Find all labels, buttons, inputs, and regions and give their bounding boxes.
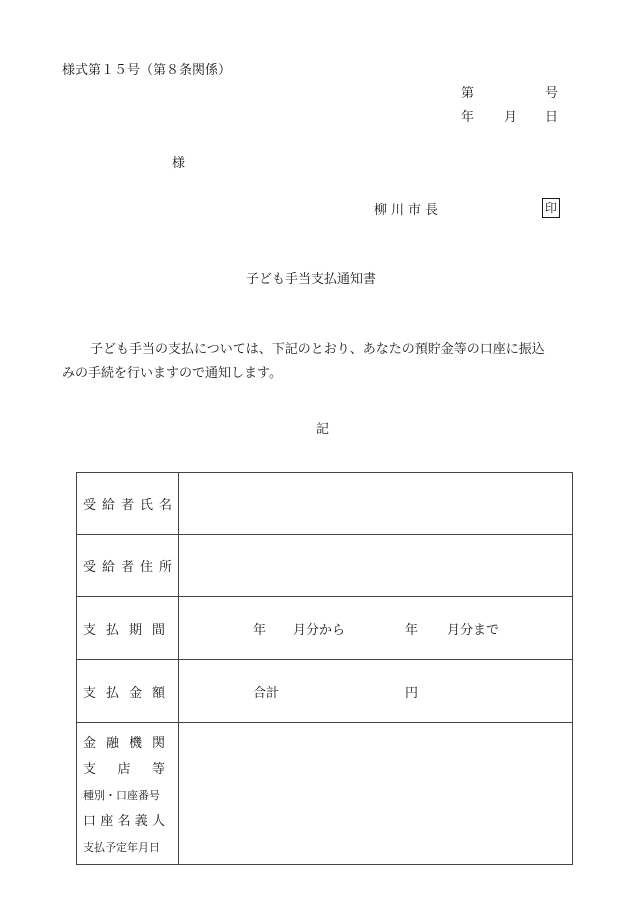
payment-period-label [77, 597, 179, 660]
payment-period-field[interactable] [179, 597, 573, 660]
recipient-address-label: 受給者住所 [77, 535, 179, 597]
body-text-line-2: みの手続を行いますので通知します。 [62, 366, 282, 381]
bank-name-label: 金 融 機 関 [83, 736, 165, 751]
seal-mark: 印 [542, 198, 560, 218]
table-row [77, 660, 573, 723]
recipient-name-label: 受給者氏名 [77, 473, 179, 535]
period-start-month-label: 月分から [293, 623, 346, 638]
date-day-label: 日 [545, 110, 559, 125]
table-row [77, 597, 573, 660]
period-start-year-label: 年 [253, 623, 267, 638]
payment-amount-label [77, 660, 179, 723]
form-number: 様式第１５号（第８条関係） [62, 63, 232, 78]
account-type-number-label: 種別・口座番号 [83, 789, 160, 802]
period-end-year-label: 年 [405, 623, 419, 638]
recipient-name-field[interactable] [179, 473, 573, 535]
bank-info-field[interactable] [179, 723, 573, 865]
ki-heading: 記 [316, 422, 330, 437]
document-number-suffix: 号 [545, 86, 559, 101]
branch-label: 支 店 等 [83, 762, 165, 777]
payment-period-label-text: 支 払 期 間 [83, 622, 165, 638]
table-row [77, 723, 573, 865]
yen-unit: 円 [405, 686, 419, 701]
table-row [77, 535, 573, 597]
account-holder-label: 口 座 名 義 人 [83, 814, 165, 829]
period-end-month-label: 月分まで [447, 623, 500, 638]
scheduled-payment-date-label: 支払予定年月日 [83, 841, 160, 854]
total-label: 合計 [253, 686, 280, 701]
table-row [77, 473, 573, 535]
bank-info-labels [77, 723, 179, 865]
date-month-label: 月 [504, 110, 518, 125]
payment-amount-field[interactable] [179, 660, 573, 723]
body-text-line-1: 子ども手当の支払については、下記のとおり、あなたの預貯金等の口座に振込 [90, 342, 545, 357]
addressee-honorific: 様 [172, 156, 186, 171]
document-title: 子ども手当支払通知書 [246, 272, 377, 287]
document-number-prefix: 第 [461, 86, 475, 101]
issuer-name: 柳川市長 [374, 203, 443, 218]
payment-amount-label-text: 支 払 金 額 [83, 685, 165, 701]
recipient-address-field[interactable] [179, 535, 573, 597]
payment-info-table [76, 472, 573, 865]
date-year-label: 年 [461, 110, 475, 125]
